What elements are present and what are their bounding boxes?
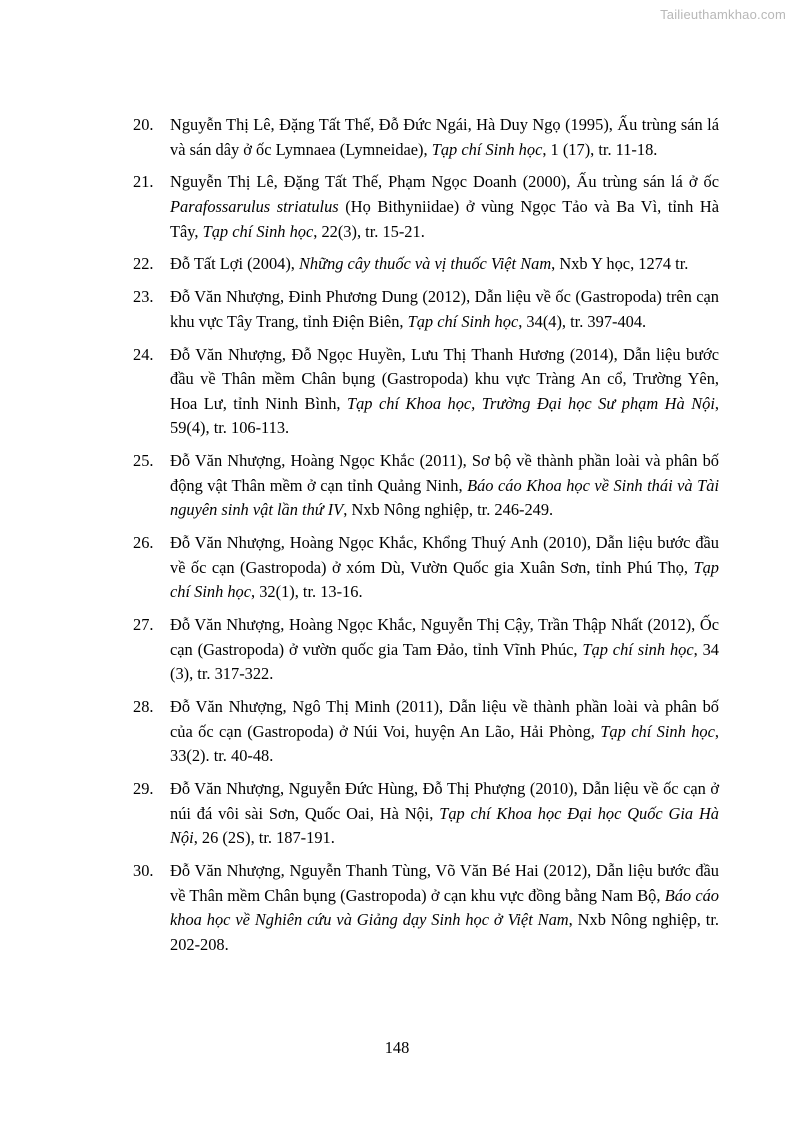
reference-source-italic: Tạp chí sinh học bbox=[582, 639, 694, 659]
reference-text bbox=[170, 695, 719, 769]
reference-text-segment: (Họ Bithyniidae) ở vùng Ngọc Tảo và Ba Vì, tỉnh Hà Tây, bbox=[170, 196, 719, 241]
reference-text-segment: , 26 (2S), tr. 187-191. bbox=[193, 828, 335, 848]
reference-text-segment: , 59(4), tr. 106-113. bbox=[170, 393, 719, 438]
reference-text-segment: Đỗ Văn Nhượng, Đinh Phương Dung (2012), Dẫn liệu về ốc (Gastropoda) trên cạn khu vực Tây Trang, tỉnh Điện Biên, bbox=[170, 287, 719, 331]
reference-text-segment: Nguyễn Thị Lê, Đặng Tất Thế, Phạm Ngọc Doanh (2000), Ấu trùng sán lá ở ốc bbox=[170, 172, 719, 192]
reference-item bbox=[0, 613, 719, 687]
reference-source-italic: Những cây thuốc và vị thuốc Việt Nam bbox=[299, 254, 552, 274]
reference-text bbox=[170, 449, 719, 523]
reference-source-italic: Parafossarulus striatulus bbox=[170, 196, 339, 216]
reference-text-segment: Đỗ Văn Nhượng, Hoàng Ngọc Khắc, Khổng Thuý Anh (2010), Dẫn liệu bước đầu về ốc cạn (Gastropoda) ở xóm Dù, Vườn Quốc gia Xuân Sơn, tỉnh Phú Thọ, bbox=[170, 533, 719, 577]
reference-source-italic: Tạp chí Sinh học bbox=[431, 139, 543, 159]
watermark-text: Tailieuthamkhao.com bbox=[660, 7, 786, 22]
reference-text-segment: , 34 (3), tr. 317-322. bbox=[170, 639, 719, 684]
reference-number: 24. bbox=[133, 344, 154, 364]
reference-text-segment: Đỗ Văn Nhượng, Hoàng Ngọc Khắc, Nguyễn Thị Cậy, Trần Thập Nhất (2012), Ốc cạn (Gastropoda) ở vườn quốc gia Tam Đảo, tỉnh Vĩnh Phúc, bbox=[170, 615, 719, 659]
reference-item bbox=[0, 285, 719, 334]
reference-number: 30. bbox=[133, 860, 154, 880]
reference-text-segment: , Nxb Nông nghiệp, tr. 202-208. bbox=[170, 910, 719, 954]
reference-number: 29. bbox=[133, 778, 154, 798]
reference-source-italic: Tạp chí Khoa học, Trường Đại học Sư phạm Hà Nội bbox=[347, 393, 715, 413]
reference-number: 23. bbox=[133, 287, 154, 307]
reference-item bbox=[0, 777, 719, 851]
reference-text bbox=[170, 113, 719, 162]
reference-source-italic: Tạp chí Sinh học bbox=[170, 557, 719, 602]
reference-item bbox=[0, 170, 719, 244]
reference-source-italic: Tạp chí Khoa học Đại học Quốc Gia Hà Nội bbox=[170, 803, 719, 848]
reference-number: 26. bbox=[133, 533, 154, 553]
reference-item bbox=[0, 859, 719, 957]
reference-item bbox=[0, 113, 719, 162]
reference-item bbox=[0, 252, 719, 277]
reference-text-segment: Đỗ Văn Nhượng, Hoàng Ngọc Khắc (2011), Sơ bộ về thành phần loài và phân bố động vật Thân mềm ở cạn tỉnh Quảng Ninh, bbox=[170, 451, 719, 495]
reference-number: 25. bbox=[133, 451, 154, 471]
reference-text-segment: Đỗ Văn Nhượng, Nguyễn Thanh Tùng, Võ Văn Bé Hai (2012), Dẫn liệu bước đầu về Thân mềm Chân bụng (Gastropoda) ở cạn khu vực đồng bằng Nam Bộ, bbox=[170, 860, 719, 905]
reference-text-segment: , Nxb Nông nghiệp, tr. 246-249. bbox=[343, 500, 554, 520]
reference-text bbox=[170, 777, 719, 851]
reference-source-italic: Tạp chí Sinh học bbox=[600, 721, 715, 741]
reference-text-segment: Đỗ Văn Nhượng, Ngô Thị Minh (2011), Dẫn liệu về thành phần loài và phân bố của ốc cạn (Gastropoda) ở Núi Voi, huyện An Lão, Hải Phòng, bbox=[170, 696, 719, 741]
reference-text-segment: Đỗ Văn Nhượng, Nguyễn Đức Hùng, Đỗ Thị Phượng (2010), Dẫn liệu về ốc cạn ở núi đá vôi sài Sơn, Quốc Oai, Hà Nội, bbox=[170, 778, 719, 823]
reference-text-segment: , 32(1), tr. 13-16. bbox=[251, 582, 363, 602]
reference-text-segment: , 33(2). tr. 40-48. bbox=[170, 721, 719, 766]
reference-number: 27. bbox=[133, 615, 154, 634]
reference-text-segment: , Nxb Y học, 1274 tr. bbox=[551, 254, 689, 274]
reference-item bbox=[0, 449, 719, 523]
reference-text-segment: Nguyễn Thị Lê, Đặng Tất Thế, Đỗ Đức Ngái, Hà Duy Ngọ (1995), Ấu trùng sán lá và sán dây ở ốc Lymnaea (Lymneidae), bbox=[170, 115, 719, 159]
reference-text bbox=[170, 285, 719, 334]
reference-item bbox=[0, 531, 719, 605]
reference-text bbox=[170, 252, 719, 277]
reference-text-segment: , 22(3), tr. 15-21. bbox=[313, 221, 425, 241]
reference-text bbox=[170, 343, 719, 441]
reference-text-segment: Đỗ Văn Nhượng, Đỗ Ngọc Huyền, Lưu Thị Thanh Hương (2014), Dẫn liệu bước đầu về Thân mềm Chân bụng (Gastropoda) khu vực Tràng An cổ, Trường Yên, Hoa Lư, tỉnh Ninh Bình, bbox=[170, 344, 719, 413]
reference-source-italic: Tạp chí Sinh học bbox=[202, 221, 314, 241]
reference-text bbox=[170, 531, 719, 605]
reference-source-italic: Báo cáo Khoa học về Sinh thái và Tài nguyên sinh vật lần thứ IV bbox=[170, 475, 719, 520]
reference-item bbox=[0, 343, 719, 441]
reference-list bbox=[0, 113, 794, 965]
reference-text bbox=[170, 859, 719, 957]
page-number: 148 bbox=[384, 1038, 410, 1057]
reference-text-segment: Đỗ Tất Lợi (2004), bbox=[170, 254, 299, 274]
reference-text bbox=[170, 613, 719, 687]
reference-item bbox=[0, 695, 719, 769]
reference-number: 22. bbox=[133, 254, 154, 274]
reference-source-italic: Báo cáo khoa học về Nghiên cứu và Giảng dạy Sinh học ở Việt Nam bbox=[170, 885, 719, 930]
reference-source-italic: Tạp chí Sinh học bbox=[407, 311, 519, 331]
reference-text-segment: , 34(4), tr. 397-404. bbox=[518, 311, 647, 331]
reference-number: 21. bbox=[133, 172, 154, 192]
reference-text bbox=[170, 170, 719, 244]
reference-text-segment: , 1 (17), tr. 11-18. bbox=[542, 139, 658, 159]
reference-number: 28. bbox=[133, 696, 154, 716]
reference-number: 20. bbox=[133, 115, 154, 134]
